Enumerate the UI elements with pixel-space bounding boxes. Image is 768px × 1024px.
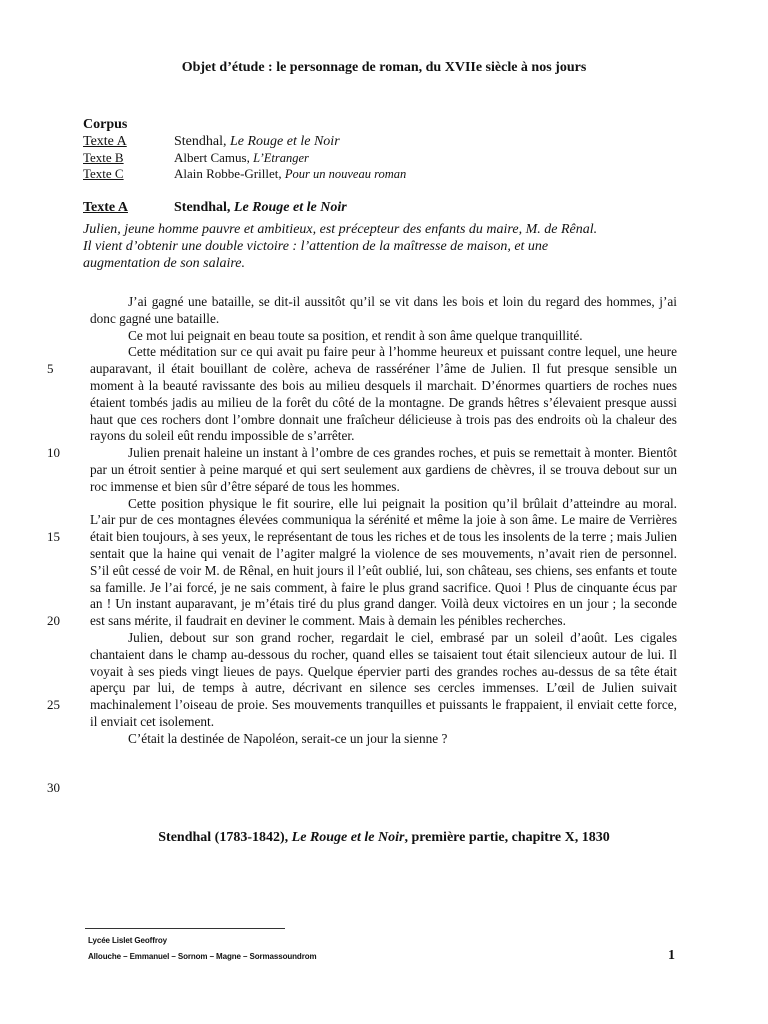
corpus-heading: Corpus xyxy=(83,117,128,132)
corpus-author-b: Albert Camus, L’Etranger xyxy=(174,150,309,165)
paragraph: Julien prenait haleine un instant à l’ombre de ces grandes roches, et puis se remettait à monter. Bientôt par un étroit sentier à peine marqué et qui sert seulement aux gardiens de chèvres, il se trouva debout sur un roc immense et bien sûr d’être séparé de tous les hommes. xyxy=(90,445,677,494)
line-number-15: 15 xyxy=(47,529,60,544)
intro-line: Il vient d’obtenir une double victoire : l’attention de la maîtresse de maison, et une xyxy=(83,239,549,254)
line-number-30: 30 xyxy=(47,780,60,795)
line-number-5: 5 xyxy=(47,361,54,376)
corpus-title-b: L’Etranger xyxy=(253,151,309,165)
line-number-20: 20 xyxy=(47,613,60,628)
corpus-row-c xyxy=(83,166,406,182)
corpus-author-c: Alain Robbe-Grillet, Pour un nouveau roman xyxy=(174,166,407,181)
citation xyxy=(0,830,768,846)
page-number: 1 xyxy=(668,948,675,963)
intro-line: Julien, jeune homme pauvre et ambitieux, est précepteur des enfants du maire, M. de Rênal. xyxy=(83,222,598,237)
footer-rule xyxy=(85,928,285,929)
corpus-row-b xyxy=(83,150,406,166)
citation-prefix: Stendhal (1783-1842), xyxy=(158,830,289,845)
intro-line: augmentation de son salaire. xyxy=(83,256,246,271)
texte-a-label: Texte A xyxy=(83,200,128,215)
texte-a-heading xyxy=(83,200,347,216)
citation-title: Le Rouge et le Noir xyxy=(291,830,405,845)
corpus-row-a xyxy=(83,134,406,150)
paragraph: C’était la destinée de Napoléon, serait-ce un jour la sienne ? xyxy=(128,730,448,746)
line-number-10: 10 xyxy=(47,445,60,460)
line-number-25: 25 xyxy=(47,697,60,712)
texte-a-title: Le Rouge et le Noir xyxy=(233,200,347,215)
corpus-title-a: Le Rouge et le Noir xyxy=(230,134,340,149)
corpus-label-c[interactable]: Texte C xyxy=(83,166,124,181)
corpus-title-c: Pour un nouveau roman xyxy=(284,167,407,181)
texte-a-source: Stendhal, Le Rouge et le Noir xyxy=(174,200,347,215)
corpus-author-a: Stendhal, Le Rouge et le Noir xyxy=(174,134,340,149)
page-title: Objet d’étude : le personnage de roman, du XVIIe siècle à nos jours xyxy=(181,60,587,75)
footer-school: Lycée Lislet Geoffroy xyxy=(88,936,167,945)
paragraph: Ce mot lui peignait en beau toute sa position, et rendit à son âme quelque tranquillité. xyxy=(128,327,583,343)
paragraph: Cette position physique le fit sourire, elle lui peignait la position qu’il brûlait d’atteindre au moral. L’air pur de ces montagnes élevées communiqua la sérénité et même la joie à son âme. Le maire de Verrières était bien toujours, à ses yeux, le représentant de tous les riches et de tous les insolents de la terre ; mais Julien sentait que la haine qui venait de l’agiter malgré la violence de ses mouvements, n’avait rien de personnel. S’il eût cessé de voir M. de Rênal, en huit jours il l’eût oublié, lui, son château, ses chiens, ses enfants et toute sa famille. Je l’ai forcé, je ne sais comment, à faire le plus grand sacrifice. Quoi ! Plus de cinquante écus par an ! Un instant auparavant, je m’étais tiré du plus grand danger. Voilà deux victoires en un jour ; la seconde est sans mérite, il faudrait en deviner le comment. Mais à demain les pénibles recherches. xyxy=(90,495,677,629)
texte-a-intro xyxy=(83,221,683,272)
texte-a-body xyxy=(90,294,677,748)
citation-suffix: , première partie, chapitre X, 1830 xyxy=(404,830,610,845)
footer-authors: Allouche – Emmanuel – Sornom – Magne – Sormassoundrom xyxy=(88,952,317,961)
corpus-label-b[interactable]: Texte B xyxy=(83,150,124,165)
corpus-label-a[interactable]: Texte A xyxy=(83,134,127,149)
paragraph: Cette méditation sur ce qui avait pu faire peur à l’homme heureux et puissant contre lequel, une heure auparavant, il était bouillant de colère, acheva de rasséréner l’âme de Julien. Il fut presque sensible un moment à la beauté ravissante des bois au milieu desquels il marchait. D’énormes quartiers de roches nues étaient tombés jadis au milieu de la forêt du côté de la montagne. De grands hêtres s’élevaient presque aussi haut que ces rochers dont l’ombre donnait une fraîcheur délicieuse à trois pas des endroits où la chaleur des rayons du soleil eût rendu impossible de s’arrêter. xyxy=(90,344,677,444)
corpus-table xyxy=(83,134,406,182)
paragraph: Julien, debout sur son grand rocher, regardait le ciel, embrasé par un soleil d’août. Les cigales chantaient dans le champ au-dessous du rocher, quand elles se taisaient tout était silencieux autour de lui. Il voyait à ses pieds vingt lieues de pays. Quelque épervier parti des grandes roches au-dessus de sa tête était aperçu par lui, de temps à autre, décrivant en silence ses cercles immenses. L’œil de Julien suivait machinalement l’oiseau de proie. Ses mouvements tranquilles et puissants le frappaient, il enviait cette force, il enviait cet isolement. xyxy=(90,629,677,729)
paragraph: J’ai gagné une bataille, se dit-il aussitôt qu’il se vit dans les bois et loin du regard des hommes, j’ai donc gagné une bataille. xyxy=(90,294,677,326)
